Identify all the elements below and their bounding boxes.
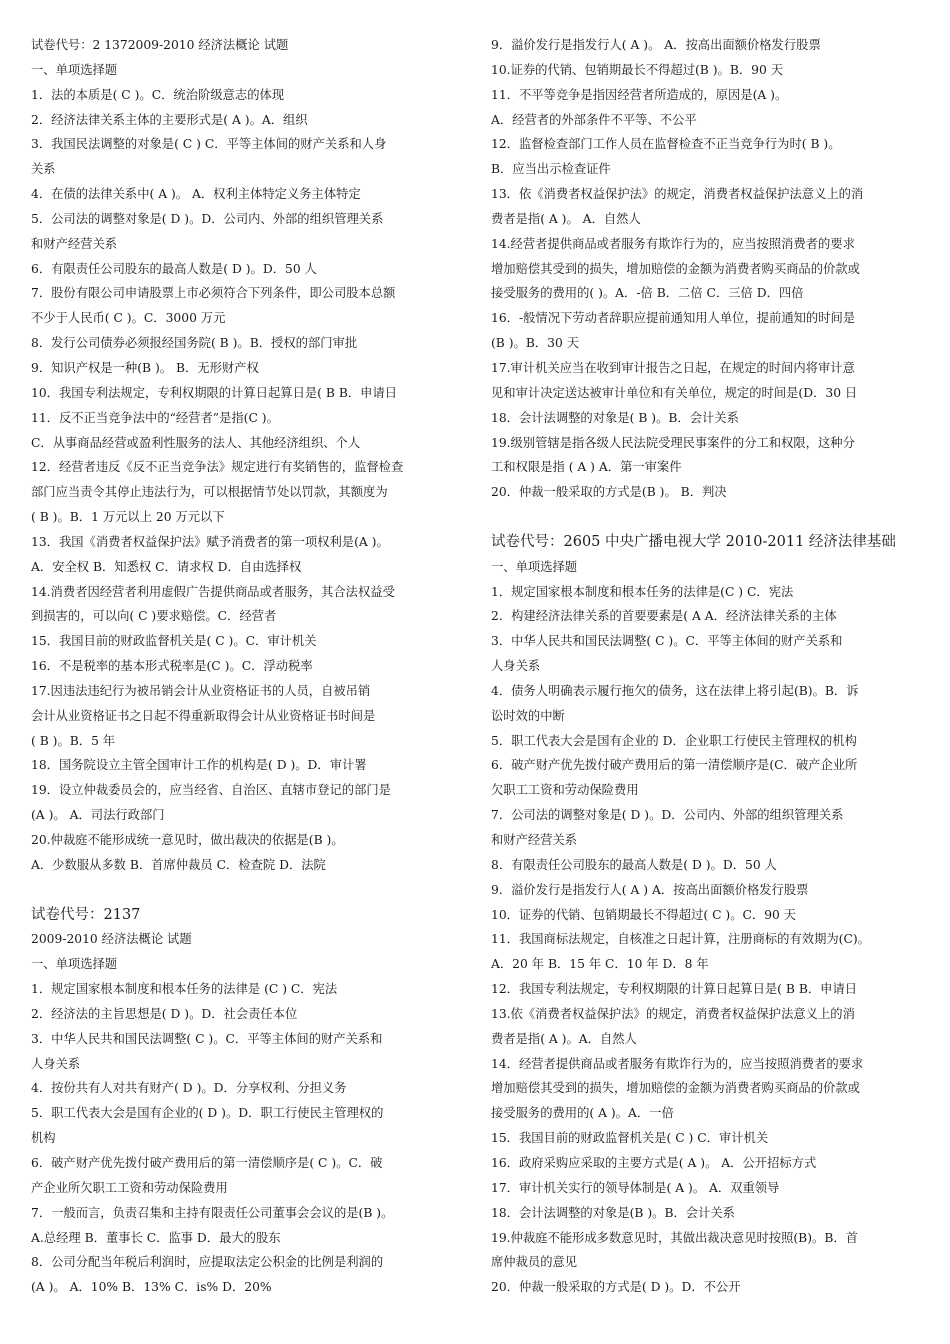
text-line: 17．审计机关实行的领导体制是( A )。 A．双重领导	[491, 1180, 780, 1195]
text-line: 8．发行公司债券必须报经国务院( B )。B．授权的部门审批	[31, 336, 358, 351]
text-line: 8．公司分配当年税后利润时，应提取法定公积金的比例是利润的	[31, 1255, 384, 1270]
text-line: 试卷代号：2 1372009-2010 经济法概论 试题	[31, 38, 289, 52]
text-line: 12．我国专利法规定，专利权期限的计算日起算日是( B B．申请日	[491, 982, 858, 997]
text-line: 2009-2010 经济法概论 试题	[31, 932, 192, 947]
text-line: 6．破产财产优先拨付破产费用后的第一清偿顺序是(C．破产企业所	[491, 758, 858, 773]
text-line: 接受服务的费用的( A )。A．一倍	[491, 1106, 674, 1121]
text-line: 机构	[31, 1131, 56, 1146]
text-line: 费者是指( A )。 A．自然人	[491, 211, 641, 226]
text-line: 20.仲裁庭不能形成统一意见时，做出裁决的依据是(B )。	[31, 833, 344, 847]
text-line: 20．仲裁一般采取的方式是(B )。 B．判决	[491, 485, 727, 500]
text-line: 5．公司法的调整对象是( D )。D．公司内、外部的组织管理关系	[31, 211, 384, 226]
text-line: 1．规定国家根本制度和根本任务的法律是 (C ) C．宪法	[31, 982, 338, 997]
text-line: 12．经营者违反《反不正当竞争法》规定进行有奖销售的，监督检查	[31, 460, 404, 475]
text-line: 一、单项选择题	[31, 957, 118, 972]
text-line: 6．破产财产优先拨付破产费用后的第一清偿顺序是( C )。C．破	[31, 1155, 383, 1170]
text-line: (A )。 A．10% B．13% C．is% D．20%	[31, 1280, 272, 1295]
text-line: 13．我国《消费者权益保护法》赋予消费者的第一项权利是(A )。	[31, 534, 389, 549]
exam-header: 试卷代号：2605 中央广播电视大学 2010-2011 经济法律基础	[491, 533, 896, 550]
text-line: A．经营者的外部条件不平等、不公平	[491, 112, 697, 127]
text-line: 3．中华人民共和国民法调整( C )。C．平等主体间的财产关系和	[491, 634, 843, 649]
text-line: 关系	[31, 162, 56, 177]
text-line: 费者是指( A )。A．自然人	[491, 1031, 637, 1046]
text-line: 15．我国目前的财政监督机关是( C )。C．审计机关	[31, 634, 317, 649]
text-line: 和财产经营关系	[31, 236, 118, 251]
text-line: 15．我国目前的财政监督机关是( C ) C．审计机关	[491, 1131, 769, 1146]
text-line: 3．中华人民共和国民法调整( C )。C．平等主体间的财产关系和	[31, 1031, 383, 1046]
text-line: 人身关系	[491, 659, 541, 674]
text-line: 16．-般情况下劳动者辞职应提前通知用人单位，提前通知的时间是	[491, 311, 856, 326]
text-line: 5．职工代表大会是国有企业的( D )。D．职工行使民主管理权的	[31, 1106, 384, 1121]
text-line: 18．会计法调整的对象是(B )。B．会计关系	[491, 1205, 735, 1220]
text-line: 工和权限是指 ( A ) A．第一审案件	[491, 460, 682, 475]
text-line: 19．设立仲裁委员会的，应当经省、自治区、直辖市登记的部门是	[31, 783, 391, 798]
left-column	[31, 33, 461, 1300]
text-line: 16．政府采购应采取的主要方式是( A )。 A．公开招标方式	[491, 1155, 817, 1170]
text-line: 16．不是税率的基本形式税率是(C )。C．浮动税率	[31, 659, 313, 674]
text-line: 20．仲裁一般采取的方式是( D )。D．不公开	[491, 1280, 741, 1295]
text-line: 会计从业资格证书之日起不得重新取得会计从业资格证书时间是	[31, 708, 376, 723]
text-line: A．安全权 B．知悉权 C．请求权 D．自由选择权	[31, 559, 302, 574]
text-line: 4．按份共有人对共有财产( D )。D．分享权利、分担义务	[31, 1081, 347, 1096]
text-line: 1．规定国家根本制度和根本任务的法律是(C ) C．宪法	[491, 584, 794, 599]
text-line: 2．经济法的主旨思想是( D )。D．社会责任本位	[31, 1006, 298, 1021]
text-line: 14.经营者提供商品或者服务有欺诈行为的，应当按照消费者的要求	[491, 236, 855, 251]
text-line: 3．我国民法调整的对象是( C ) C．平等主体间的财产关系和人身	[31, 137, 387, 152]
text-line: 5．职工代表大会是国有企业的 D．企业职工行使民主管理权的机构	[491, 733, 857, 748]
text-line: 7．公司法的调整对象是( D )。D．公司内、外部的组织管理关系	[491, 808, 844, 823]
text-line: 4．在债的法律关系中( A )。 A．权利主体特定义务主体特定	[31, 187, 361, 202]
text-line: 1．法的本质是( C )。C．统治阶级意志的体现	[31, 87, 285, 102]
text-line: 13.依《消费者权益保护法》的规定，消费者权益保护法意义上的消	[491, 1006, 855, 1021]
text-line: 17.审计机关应当在收到审计报告之日起，在规定的时间内将审计意	[491, 360, 855, 375]
text-line: 4．债务人明确表示履行拖欠的债务，这在法律上将引起(B)。B．诉	[491, 683, 859, 698]
text-line: 7．股份有限公司申请股票上市必须符合下列条件，即公司股本总额	[31, 286, 396, 301]
text-line: 11．反不正当竞争法中的“经营者”是指(C )。	[31, 410, 279, 425]
text-line: 7．一般而言，负责召集和主持有限责任公司董事会会议的是(B )。	[31, 1205, 394, 1220]
text-line: 增加赔偿其受到的损失，增加赔偿的金额为消费者购买商品的价款或	[491, 1081, 860, 1096]
text-line: 18．国务院设立主管全国审计工作的机构是( D )。D．审计署	[31, 758, 367, 773]
text-line: A.总经理 B．董事长 C．监事 D．最大的股东	[31, 1230, 281, 1245]
text-line: 10.证券的代销、包销期最长不得超过(B )。B．90 天	[491, 62, 784, 77]
text-line: A．20 年 B．15 年 C．10 年 D．8 年	[491, 957, 709, 972]
text-line: 接受服务的费用的( )。A．-倍 B．二倍 C．三倍 D．四倍	[491, 286, 804, 301]
section-gap	[491, 505, 921, 530]
text-line: 2．经济法律关系主体的主要形式是( A )。A．组织	[31, 112, 308, 127]
text-line: 18．会计法调整的对象是( B )。B．会计关系	[491, 410, 739, 425]
text-line: (B )。B．30 天	[491, 336, 580, 351]
text-line: 产企业所欠职工工资和劳动保险费用	[31, 1180, 228, 1195]
text-line: 12．监督检查部门工作人员在监督检查不正当竞争行为时( B )。	[491, 137, 841, 152]
text-line: 人身关系	[31, 1056, 81, 1071]
text-line: 讼时效的中断	[491, 708, 565, 723]
text-line: 9．溢价发行是指发行人( A )。 A．按高出面额价格发行股票	[491, 38, 821, 52]
text-line: (A )。 A．司法行政部门	[31, 808, 165, 823]
text-line: 13．依《消费者权益保护法》的规定，消费者权益保护法意义上的消	[491, 187, 864, 202]
text-line: B．应当出示检查证件	[491, 162, 611, 177]
text-line: 10．证券的代销、包销期最长不得超过( C )。C．90 天	[491, 907, 797, 922]
text-line: C．从事商品经营或盈利性服务的法人、其他经济组织、个人	[31, 435, 361, 450]
text-line: ( B )。B．1 万元以上 20 万元以下	[31, 510, 225, 525]
text-line: 一、单项选择题	[31, 62, 118, 77]
text-line: A．少数服从多数 B．首席仲裁员 C．检查院 D．法院	[31, 857, 326, 872]
text-line: 19.仲裁庭不能形成多数意见时，其做出裁决意见时按照(B)。B．首	[491, 1230, 858, 1245]
text-line: 部门应当责令其停止违法行为，可以根据情节处以罚款，其额度为	[31, 485, 388, 500]
text-line: 14．经营者提供商品或者服务有欺诈行为的，应当按照消费者的要求	[491, 1056, 864, 1071]
text-line: 增加赔偿其受到的损失，增加赔偿的金额为消费者购买商品的价款或	[491, 261, 860, 276]
text-line: 不少于人民币( C )。C．3000 万元	[31, 311, 226, 326]
text-line: 9．知识产权是一种(B )。 B．无形财产权	[31, 360, 259, 375]
text-line: ( B )。B．5 年	[31, 733, 116, 748]
text-line: 10．我国专利法规定，专利权期限的计算日起算日是( B B．申请日	[31, 385, 398, 400]
text-line: 2．构建经济法律关系的首要要素是( A A．经济法律关系的主体	[491, 609, 837, 624]
text-line: 见和审计决定送达被审计单位和有关单位，规定的时间是(D．30 日	[491, 385, 858, 400]
text-line: 19.级别管辖是指各级人民法院受理民事案件的分工和权限，这种分	[491, 435, 855, 450]
right-column	[491, 33, 921, 1300]
text-line: 到损害的，可以向( C )要求赔偿。C．经营者	[31, 609, 277, 624]
section-gap	[31, 878, 461, 903]
text-line: 11．不平等竞争是指因经营者所造成的，原因是(A )。	[491, 87, 788, 102]
text-line: 17.因违法违纪行为被吊销会计从业资格证书的人员，自被吊销	[31, 683, 371, 698]
exam-header: 试卷代号：2137	[31, 906, 141, 923]
text-line: 14.消费者因经营者利用虚假广告提供商品或者服务，其合法权益受	[31, 584, 395, 599]
text-line: 6．有限责任公司股东的最高人数是( D )。D．50 人	[31, 261, 317, 276]
text-line: 8．有限责任公司股东的最高人数是( D )。D．50 人	[491, 857, 777, 872]
text-line: 一、单项选择题	[491, 559, 578, 574]
text-line: 9．溢价发行是指发行人( A ) A．按高出面额价格发行股票	[491, 882, 809, 897]
text-line: 11．我国商标法规定，自核准之日起计算，注册商标的有效期为(C)。	[491, 932, 870, 947]
text-line: 欠职工工资和劳动保险费用	[491, 783, 639, 798]
text-line: 席仲裁员的意见	[491, 1255, 578, 1270]
text-line: 和财产经营关系	[491, 833, 578, 847]
